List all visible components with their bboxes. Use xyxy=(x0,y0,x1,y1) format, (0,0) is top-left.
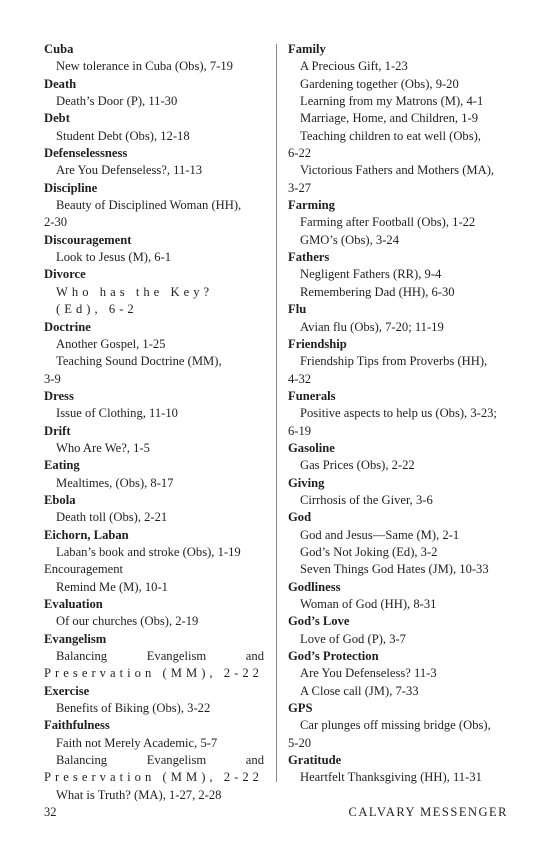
index-entry: Avian flu (Obs), 7-20; 11-19 xyxy=(300,319,444,334)
page-number: 32 xyxy=(44,805,57,819)
index-entry: Woman of God (HH), 8-31 xyxy=(300,597,437,611)
index-heading: Dress xyxy=(44,388,74,403)
index-heading: God’s Love xyxy=(288,614,350,629)
index-entry: Are You Defenseless? 11-3 xyxy=(300,666,437,681)
index-heading: Ebola xyxy=(44,492,76,507)
index-entry-text: Victorious Fathers and Mothers (MA), xyxy=(300,163,495,178)
index-entry xyxy=(288,353,508,388)
index-entry-continuation: 3-27 xyxy=(288,180,312,195)
index-entry: Laban’s book and stroke (Obs), 1-19 xyxy=(56,544,241,559)
index-heading: GPS xyxy=(288,701,313,716)
index-entry-continuation: 5-20 xyxy=(288,735,312,750)
index-entry-text: Friendship Tips from Proverbs (HH), xyxy=(300,354,488,369)
index-entry xyxy=(288,405,508,440)
index-heading: Gratitude xyxy=(288,753,342,768)
index-entry: A Precious Gift, 1-23 xyxy=(300,59,408,74)
index-heading: Family xyxy=(288,42,326,56)
index-entry: Look to Jesus (M), 6-1 xyxy=(56,250,172,265)
index-entry: Heartfelt Thanksgiving (HH), 11-31 xyxy=(300,770,482,785)
index-heading: God xyxy=(288,510,312,525)
index-entry-text: Positive aspects to help us (Obs), 3-23; xyxy=(300,406,497,421)
index-heading: Gasoline xyxy=(288,440,335,455)
index-entry xyxy=(44,648,264,683)
index-heading: Cuba xyxy=(44,42,74,56)
index-entry: Issue of Clothing, 11-10 xyxy=(56,406,178,421)
index-entry: Faith not Merely Academic, 5-7 xyxy=(56,735,218,750)
index-entry xyxy=(288,717,508,752)
index-entry: A Close call (JM), 7-33 xyxy=(300,683,419,698)
index-entry xyxy=(288,162,508,197)
index-entry-continuation: 3-9 xyxy=(44,371,61,386)
index-entry xyxy=(288,128,508,163)
index-heading: Flu xyxy=(288,302,307,317)
index-entry: Seven Things God Hates (JM), 10-33 xyxy=(300,562,489,577)
index-entry-text: Car plunges off missing bridge (Obs), xyxy=(300,718,491,733)
index-heading: Doctrine xyxy=(44,319,91,334)
index-entry-continuation: 4-32 xyxy=(288,371,312,386)
index-entry xyxy=(44,752,264,787)
index-entry: Death’s Door (P), 11-30 xyxy=(56,94,178,109)
index-entry: Negligent Fathers (RR), 9-4 xyxy=(300,267,442,282)
index-entry: God’s Not Joking (Ed), 3-2 xyxy=(300,544,438,559)
index-heading: Discipline xyxy=(44,180,98,195)
index-entry: Benefits of Biking (Obs), 3-22 xyxy=(56,701,211,716)
index-entry-continuation: Preservation (MM), 2-22 xyxy=(44,770,263,785)
index-entry-text: Balancing Evangelism and xyxy=(56,753,264,768)
index-entry-continuation: Preservation (MM), 2-22 xyxy=(44,666,263,681)
index-entry: God and Jesus—Same (M), 2-1 xyxy=(300,527,460,542)
index-entry: Farming after Football (Obs), 1-22 xyxy=(300,215,476,230)
index-heading: Evangelism xyxy=(44,631,107,646)
index-heading: Defenselessness xyxy=(44,146,128,161)
index-heading: Funerals xyxy=(288,388,336,403)
index-heading: Evaluation xyxy=(44,597,103,611)
index-entry: Marriage, Home, and Children, 1-9 xyxy=(300,111,479,126)
index-heading: Drift xyxy=(44,423,71,438)
index-heading: Encouragement xyxy=(44,562,124,577)
column-divider xyxy=(276,44,277,782)
index-entry: Who Are We?, 1-5 xyxy=(56,440,150,455)
index-entry-continuation: 6-19 xyxy=(288,423,312,438)
index-heading: God’s Protection xyxy=(288,649,379,664)
index-heading: Friendship xyxy=(288,336,347,351)
index-entry: What is Truth? (MA), 1-27, 2-28 xyxy=(56,787,222,802)
index-heading: Fathers xyxy=(288,250,330,265)
index-entry: Learning from my Matrons (M), 4-1 xyxy=(300,94,484,109)
index-entry-text: Balancing Evangelism and xyxy=(56,649,264,664)
index-heading: Farming xyxy=(288,198,335,213)
index-heading: Eating xyxy=(44,458,80,473)
index-column-right xyxy=(288,41,508,787)
index-entry: Remembering Dad (HH), 6-30 xyxy=(300,284,455,299)
index-entry: Who has the Key? (Ed), 6-2 xyxy=(56,284,214,317)
index-column-left xyxy=(44,41,264,804)
index-entry-continuation: 2-30 xyxy=(44,215,68,230)
index-entry xyxy=(44,353,264,388)
index-entry: Gas Prices (Obs), 2-22 xyxy=(300,458,415,473)
index-heading: Debt xyxy=(44,111,70,126)
index-entry: Cirrhosis of the Giver, 3-6 xyxy=(300,492,433,507)
index-entry: Are You Defenseless?, 11-13 xyxy=(56,163,203,178)
index-entry: Remind Me (M), 10-1 xyxy=(56,579,168,594)
publication-title: CALVARY MESSENGER xyxy=(348,805,508,819)
index-entry: Love of God (P), 3-7 xyxy=(300,631,406,646)
index-heading: Giving xyxy=(288,475,325,490)
index-entry: Gardening together (Obs), 9-20 xyxy=(300,76,459,91)
index-entry-text: Teaching Sound Doctrine (MM), xyxy=(56,354,222,369)
index-entry-text: Teaching children to eat well (Obs), xyxy=(300,128,481,143)
index-heading: Godliness xyxy=(288,579,341,594)
index-entry-text: Beauty of Disciplined Woman (HH), xyxy=(56,198,242,213)
index-entry: Of our churches (Obs), 2-19 xyxy=(56,614,199,629)
index-heading: Discouragement xyxy=(44,232,132,247)
index-heading: Exercise xyxy=(44,683,90,698)
index-entry-continuation: 6-22 xyxy=(288,146,312,161)
index-entry: Another Gospel, 1-25 xyxy=(56,336,166,351)
index-entry: Death toll (Obs), 2-21 xyxy=(56,510,168,525)
index-entry: Mealtimes, (Obs), 8-17 xyxy=(56,475,174,490)
index-heading: Faithfulness xyxy=(44,718,110,733)
index-heading: Eichorn, Laban xyxy=(44,527,129,542)
index-entry: New tolerance in Cuba (Obs), 7-19 xyxy=(56,59,233,74)
index-entry: GMO’s (Obs), 3-24 xyxy=(300,232,399,247)
index-heading: Divorce xyxy=(44,267,86,282)
index-heading: Death xyxy=(44,76,77,91)
index-entry xyxy=(44,197,264,232)
index-entry: Student Debt (Obs), 12-18 xyxy=(56,128,190,143)
